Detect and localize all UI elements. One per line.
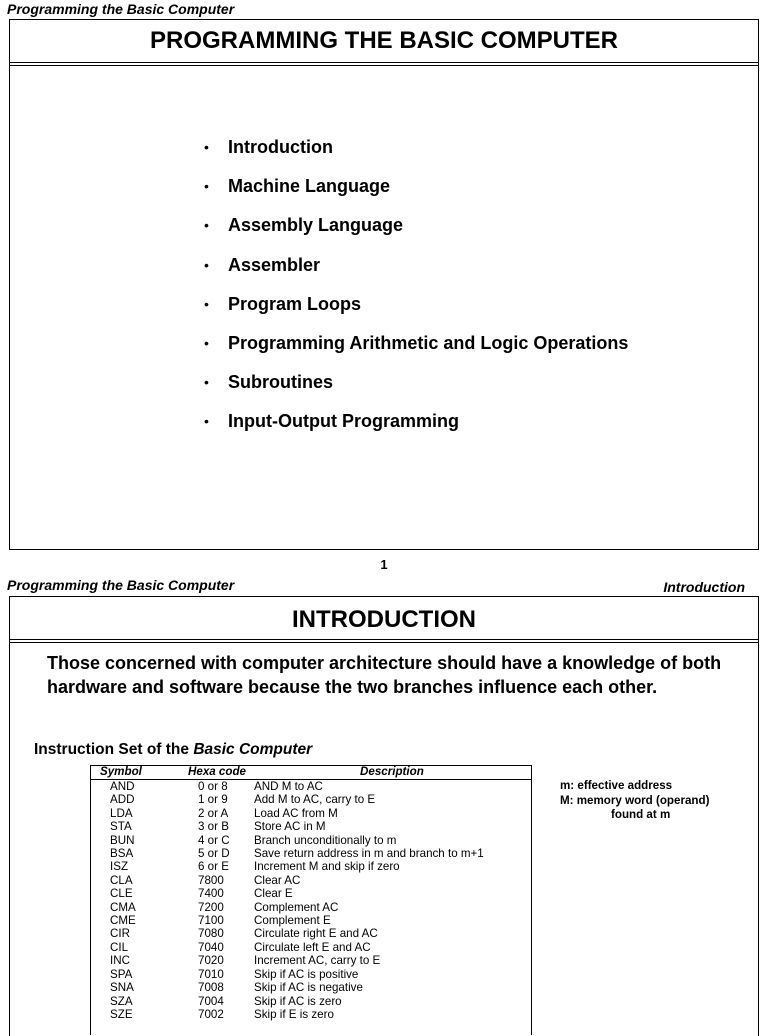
cell-description: Skip if AC is positive: [254, 967, 359, 981]
cell-description: AND M to AC: [254, 780, 323, 793]
cell-symbol: BSA: [110, 847, 134, 861]
topic-item: [204, 371, 628, 410]
cell-symbol: CME: [110, 914, 136, 928]
cell-description: Increment AC, carry to E: [254, 954, 381, 968]
cell-symbol: STA: [110, 820, 132, 834]
column-header-symbol: Symbol: [90, 765, 188, 780]
cell-hexa-code: 1 or 9: [198, 793, 228, 807]
topic-label: Assembly Language: [228, 215, 404, 236]
table-header-row: [90, 765, 532, 780]
cell-hexa-code: 7004: [198, 994, 224, 1008]
cell-hexa-code: 7010: [198, 967, 224, 981]
table-row: [90, 995, 532, 1008]
table-body: [90, 780, 532, 1022]
cell-hexa-code: 0 or 8: [198, 780, 228, 793]
table-row: [90, 968, 532, 981]
cell-hexa-code: 7020: [198, 954, 224, 968]
cell-hexa-code: 3 or B: [198, 820, 229, 834]
column-header-hexa-code: Hexa code: [188, 765, 254, 780]
cell-symbol: SZA: [110, 994, 133, 1008]
cell-description: Skip if E is zero: [254, 1007, 334, 1021]
topic-label: Program Loops: [228, 293, 362, 314]
cell-hexa-code: 7100: [198, 914, 224, 928]
cell-description: Skip if AC is negative: [254, 981, 363, 995]
bullet-icon: •: [204, 334, 209, 351]
cell-symbol: LDA: [110, 806, 133, 820]
topic-label: Introduction: [228, 137, 333, 157]
topic-item: [204, 293, 628, 332]
cell-description: Circulate right E and AC: [254, 927, 378, 941]
bullet-icon: •: [204, 374, 209, 391]
cell-symbol: SZE: [110, 1007, 133, 1021]
table-row: [90, 860, 532, 873]
cell-symbol: INC: [110, 954, 130, 968]
cell-description: Circulate left E and AC: [254, 940, 371, 954]
cell-description: Clear E: [254, 887, 293, 901]
cell-symbol: SNA: [110, 981, 134, 995]
bullet-icon: •: [204, 178, 209, 195]
topic-label: Machine Language: [228, 176, 391, 197]
table-row: [90, 887, 532, 900]
cell-symbol: BUN: [110, 833, 135, 847]
cell-hexa-code: 7800: [198, 873, 224, 887]
topic-label: Programming Arithmetic and Logic Operations: [228, 332, 629, 353]
topic-item: [204, 410, 628, 449]
bullet-icon: •: [204, 295, 209, 312]
cell-description: Complement E: [254, 914, 331, 928]
table-heading-prefix: Instruction Set of the: [34, 741, 194, 758]
cell-symbol: ISZ: [110, 860, 129, 874]
table-row: [90, 981, 532, 994]
table-heading: [34, 741, 312, 759]
cell-description: Skip if AC is zero: [254, 994, 342, 1008]
page-number: 1: [380, 557, 388, 572]
table-row: [90, 874, 532, 887]
column-header-description: Description: [254, 765, 532, 780]
topic-label: Assembler: [228, 254, 321, 275]
slide-2-title: INTRODUCTION: [292, 606, 476, 633]
note-found-at-m: found at m: [611, 808, 671, 821]
table-row: [90, 793, 532, 806]
table-row: [90, 914, 532, 927]
slide-1-title: PROGRAMMING THE BASIC COMPUTER: [150, 27, 618, 54]
bullet-icon: •: [204, 217, 209, 234]
slide-1-title-rule: [10, 62, 758, 66]
cell-description: Store AC in M: [254, 820, 326, 834]
slide-1-frame: [9, 19, 759, 550]
table-row: [90, 820, 532, 833]
note-effective-address: m: effective address: [560, 779, 673, 792]
cell-description: Load AC from M: [254, 806, 338, 820]
table-row: [90, 807, 532, 820]
cell-hexa-code: 2 or A: [198, 806, 229, 820]
topic-label: Subroutines: [228, 372, 334, 393]
cell-description: Clear AC: [254, 873, 301, 887]
cell-hexa-code: 7080: [198, 927, 224, 941]
instruction-set-table: [90, 765, 532, 1021]
cell-symbol: CLA: [110, 873, 133, 887]
bullet-icon: •: [204, 139, 209, 155]
intro-paragraph: Those concerned with computer architecture should have a knowledge of both hardware and software because the two branches influence each other.: [47, 653, 722, 697]
cell-hexa-code: 7400: [198, 887, 224, 901]
notes: [560, 779, 709, 823]
note-memory-word: M: memory word (operand): [560, 793, 710, 807]
cell-description: Add M to AC, carry to E: [254, 793, 376, 807]
topic-list: [204, 136, 629, 450]
table-row: [90, 780, 532, 794]
cell-symbol: CIL: [110, 940, 129, 954]
running-head-slide-1: Programming the Basic Computer: [7, 1, 235, 17]
cell-symbol: AND: [110, 780, 135, 793]
cell-symbol: ADD: [110, 793, 135, 807]
cell-symbol: CLE: [110, 887, 133, 901]
cell-hexa-code: 7002: [198, 1007, 224, 1021]
cell-description: Increment M and skip if zero: [254, 860, 400, 874]
running-head-slide-2: Programming the Basic Computer: [7, 577, 235, 593]
topic-item: [204, 136, 628, 175]
cell-symbol: CIR: [110, 927, 130, 941]
topic-item: [204, 175, 628, 214]
bullet-icon: •: [204, 413, 209, 430]
table-row: [90, 954, 532, 967]
cell-symbol: CMA: [110, 900, 136, 914]
cell-description: Complement AC: [254, 900, 339, 914]
cell-symbol: SPA: [110, 967, 133, 981]
cell-hexa-code: 4 or C: [198, 833, 230, 847]
table-row: [90, 927, 532, 940]
table-row: [90, 941, 532, 954]
topic-item: [204, 214, 628, 253]
cell-hexa-code: 7040: [198, 940, 224, 954]
cell-hexa-code: 6 or E: [198, 860, 229, 874]
cell-hexa-code: 7200: [198, 900, 224, 914]
bullet-icon: •: [204, 256, 209, 273]
topic-label: Input-Output Programming: [228, 411, 459, 432]
table-row: [90, 1008, 532, 1021]
slide-2-title-rule: [10, 639, 758, 643]
cell-hexa-code: 7008: [198, 981, 224, 995]
table-heading-emphasis: Basic Computer: [193, 741, 313, 758]
cell-description: Save return address in m and branch to m+1: [254, 847, 484, 861]
cell-hexa-code: 5 or D: [198, 847, 230, 861]
topic-item: [204, 332, 629, 371]
cell-description: Branch unconditionally to m: [254, 833, 397, 847]
table-row: [90, 834, 532, 847]
table-row: [90, 847, 532, 860]
section-label: Introduction: [663, 579, 745, 595]
table-row: [90, 901, 532, 914]
topic-item: [204, 254, 628, 293]
